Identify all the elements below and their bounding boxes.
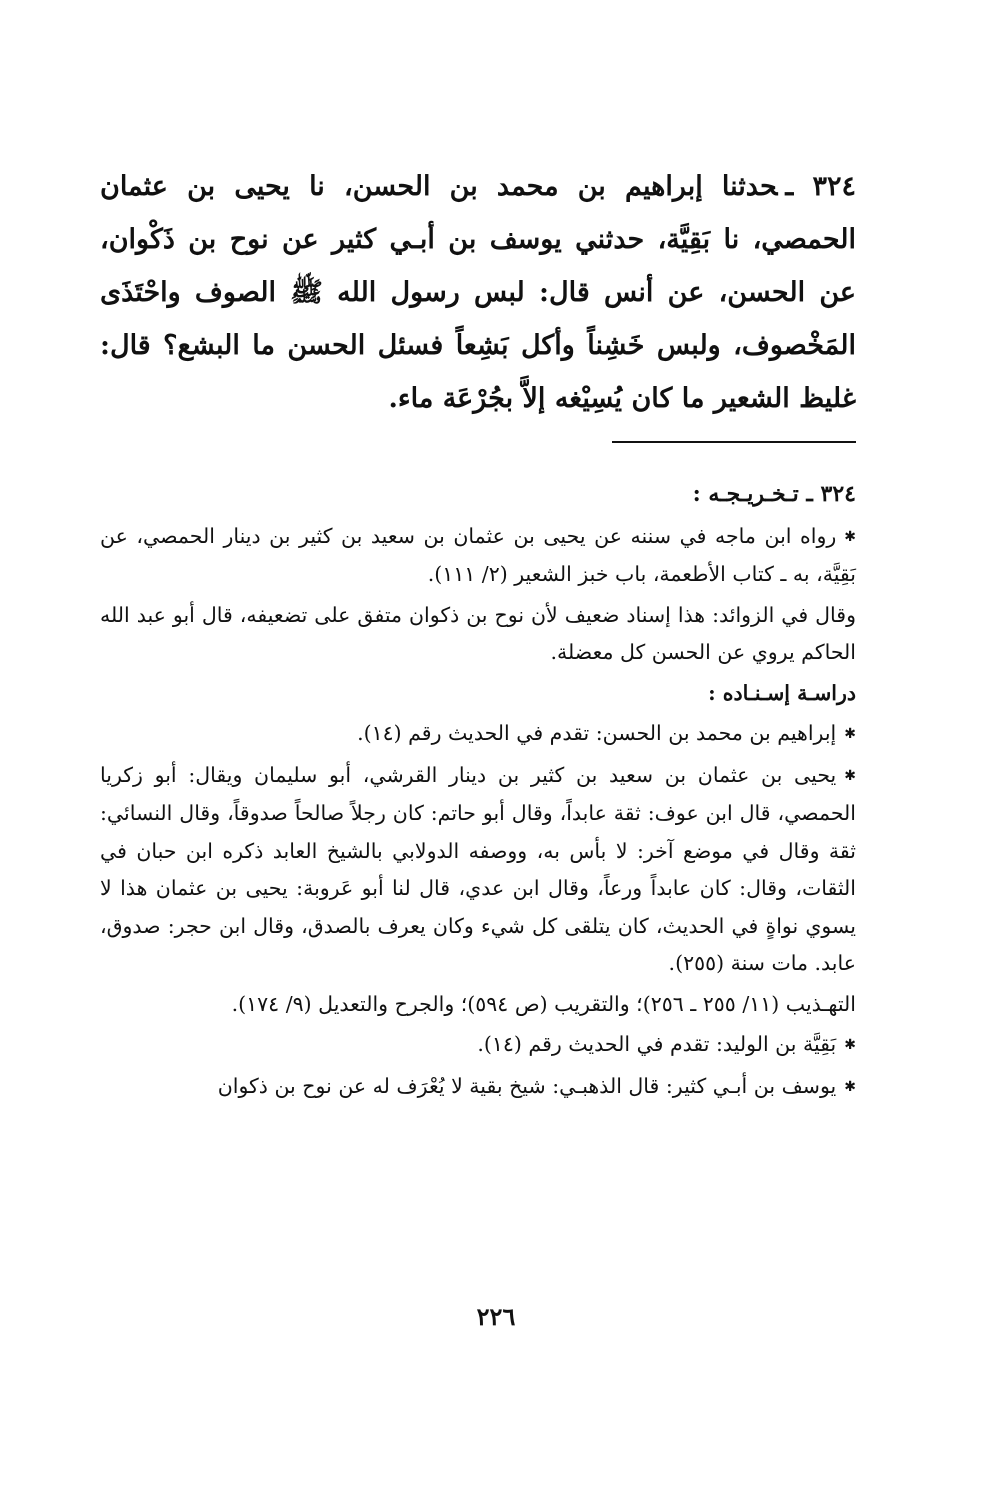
zawaid-paragraph: وقال في الزوائد: هذا إسناد ضعيف لأن نوح بن ذكوان متفق على تضعيفه، قال أبو عبد الله الحاكم يروي عن الحسن كل معضلة.	[100, 602, 856, 664]
narrator-baqiyya: ✱ بَقِيَّة بن الوليد: تقدم في الحديث رقم (١٤).	[100, 1026, 856, 1065]
isnad-study-heading: دراسـة إسـنـاده :	[708, 680, 856, 705]
narrator-yusuf: ✱ يوسف بن أبـي كثير: قال الذهبـي: شيخ بقية لا يُعْرَف له عن نوح بن ذكوان	[100, 1068, 856, 1107]
takhrij-heading: ٣٢٤ ـ تـخـريـجـه :	[692, 481, 856, 507]
hadith-text-block	[100, 160, 856, 425]
hadith-number: ٣٢٤ ـ	[785, 171, 856, 202]
footnote-divider	[612, 441, 856, 443]
footnotes-block	[100, 476, 856, 1106]
hadith-paragraph	[100, 160, 856, 425]
yahya-references: التهـذيب (١١/ ٢٥٥ ـ ٢٥٦)؛ والتقريب (ص ٥٩٤)؛ والجرح والتعديل (٩/ ١٧٤).	[231, 991, 856, 1016]
takhrij-paragraph: ✱ رواه ابن ماجه في سننه عن يحيى بن عثمان بن سعيد بن كثير بن دينار الحمصي، عن بَقِيَّة، به ـ كتاب الأطعمة، باب خبز الشعير (٢/ ١١١).	[100, 518, 856, 594]
page-number: ٢٢٦	[476, 1302, 516, 1331]
narrator-yahya: ✱ يحيى بن عثمان بن سعيد بن كثير بن دينار القرشي، أبو سليمان ويقال: أبو زكريا الحمصي، قال ابن عوف: ثقة عابداً، وقال أبو حاتم: كان رجلاً صالحاً صدوقاً، وقال النسائي: ثقة وقال في موضع آخر: لا بأس به، ووصفه الدولابي بالشيخ العابد ذكره ابن حبان في الثقات، وقال: كان عابداً ورعاً، وقال ابن عدي، قال لنا أبو عَروبة: يحيى بن عثمان هذا لا يسوي نواةٍ في الحديث، كان يتلقى كل شيء وكان يعرف بالصدق، وقال ابن حجر: صدوق، عابد. مات سنة (٢٥٥).	[100, 757, 856, 983]
narrator-ibrahim: ✱ إبراهيم بن محمد بن الحسن: تقدم في الحديث رقم (١٤).	[100, 715, 856, 754]
hadith-body: حدثنا إبراهيم بن محمد بن الحسن، نا يحيى بن عثمان الحمصي، نا بَقِيَّة، حدثني يوسف بن أبـي كثير عن نوح بن ذَكْوان، عن الحسن، عن أنس قال: لبس رسول الله ﷺ الصوف واحْتَذَى المَخْصوف، ولبس خَشِناً وأكل بَشِعاً فسئل الحسن ما البشع؟ قال: غليظ الشعير ما كان يُسِيْغه إلاَّ بجُرْعَة ماء.	[100, 171, 856, 414]
